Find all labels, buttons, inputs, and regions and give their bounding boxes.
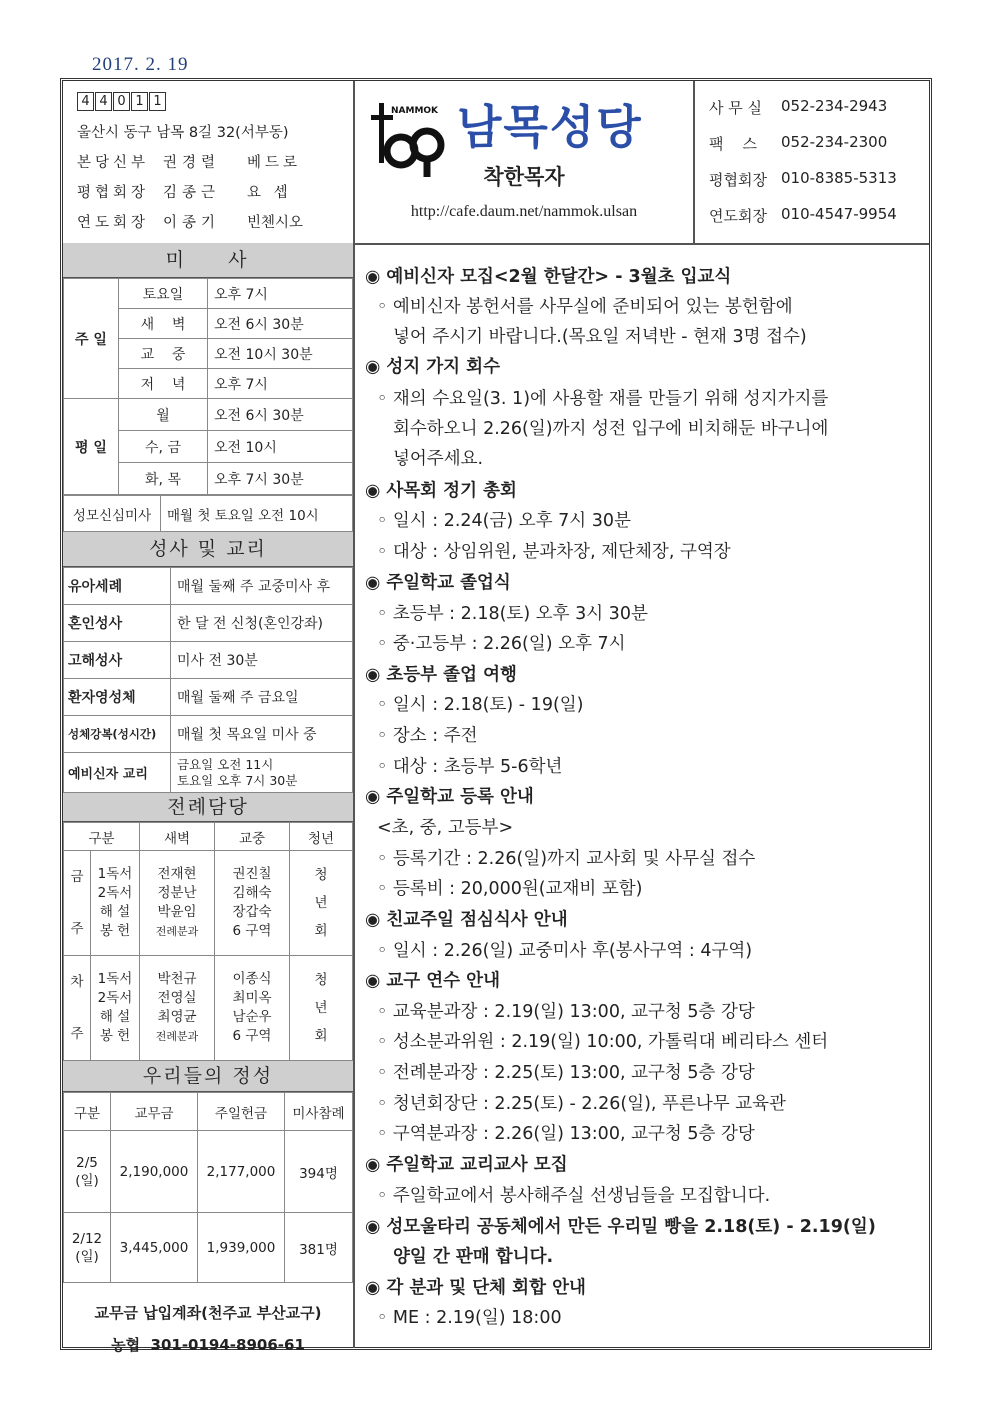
minister: 전례분과 <box>155 925 199 938</box>
offering-tithe: 3,445,000 <box>111 1213 198 1283</box>
church-name: 남목성당 <box>457 100 643 154</box>
news-heading: ◉ 예비신자 모집<2월 한달간> - 3월초 입교식 <box>365 267 732 287</box>
mass-day: 저 녁 <box>119 369 208 399</box>
zip-digit: 1 <box>149 92 166 111</box>
contact-label: 평협회장 <box>709 171 767 189</box>
offering-date: 2/5 <box>76 1154 98 1171</box>
role: 1독서 <box>97 866 133 882</box>
offerings-table <box>63 1092 353 1283</box>
offering-header: 교무금 <box>111 1093 198 1131</box>
role: 해 설 <box>99 904 131 920</box>
zip-code <box>77 92 167 111</box>
minister: 전례분과 <box>155 1030 199 1043</box>
cafe-link[interactable]: http://cafe.daum.net/nammok.ulsan <box>410 203 638 220</box>
offering-attendance: 381명 <box>285 1213 353 1283</box>
staff-role: 연도회장 <box>77 215 150 231</box>
sacrament-name: 성체강복(성시간) <box>64 716 171 753</box>
special-mass-label: 성모신심미사 <box>64 496 161 532</box>
sacrament-desc: 매월 첫 목요일 미사 중 <box>171 716 353 753</box>
minister: 정분난 <box>157 885 197 901</box>
staff-role: 평협회장 <box>77 185 150 201</box>
role: 봉 헌 <box>99 923 131 939</box>
staff-row <box>77 151 301 172</box>
offering-day: (일) <box>75 1172 99 1189</box>
sacrament-desc: 토요일 오후 7시 30분 <box>177 772 298 788</box>
sacrament-desc: 금요일 오전 11시 <box>177 756 274 772</box>
column-divider <box>353 243 355 1348</box>
contact-value: 052-234-2943 <box>781 97 888 115</box>
mass-day: 교 중 <box>119 339 208 369</box>
account-info <box>63 1283 353 1361</box>
news-line: ◦ 재의 수요일(3. 1)에 사용할 재를 만들기 위해 성지가지를 <box>377 389 829 409</box>
mass-day: 새 벽 <box>119 309 208 339</box>
motto: 착한목자 <box>483 165 565 189</box>
mass-day: 수, 금 <box>119 431 208 463</box>
sacrament-desc: 매월 둘째 주 금요일 <box>171 679 353 716</box>
staff-saint: 베드로 <box>247 155 302 171</box>
news-heading: ◉ 주일학교 등록 안내 <box>365 787 534 807</box>
news-heading: ◉ 주일학교 졸업식 <box>365 573 511 593</box>
sacraments-table <box>63 567 353 793</box>
role: 해 설 <box>99 1009 131 1025</box>
news-line: ◦ 초등부 : 2.18(토) 오후 3시 30분 <box>377 604 648 624</box>
week-label: 금 <box>70 869 84 885</box>
liturgy-header: 청년 <box>290 823 353 851</box>
contact-value: 010-8385-5313 <box>781 169 897 187</box>
news-line: 회수하오니 2.26(일)까지 성전 입구에 비치해둔 바구니에 <box>393 419 829 439</box>
bulletin-frame <box>60 78 932 1354</box>
staff-name: 이종기 <box>163 215 221 231</box>
section-title-liturgy: 전례담당 <box>63 793 353 822</box>
youth-label: 회 <box>314 923 328 939</box>
youth-label: 회 <box>314 1028 328 1044</box>
contact-label: 팩 스 <box>709 135 758 153</box>
zip-digit: 1 <box>131 92 148 111</box>
staff-saint: 빈첸시오 <box>247 215 304 231</box>
news-line: ◦ ME : 2.19(일) 18:00 <box>377 1308 562 1328</box>
offering-sunday: 1,939,000 <box>198 1213 285 1283</box>
liturgy-table <box>63 822 353 1061</box>
news-line: ◦ 일시 : 2.18(토) - 19(일) <box>377 695 584 715</box>
sacrament-name: 예비신자 교리 <box>64 753 171 793</box>
news-line: ◦ 성소분과위원 : 2.19(일) 10:00, 가톨릭대 베리타스 센터 <box>377 1032 829 1052</box>
news-line: ◦ 등록기간 : 2.26(일)까지 교사회 및 사무실 접수 <box>377 849 756 869</box>
mass-time: 오후 7시 <box>208 369 353 399</box>
mass-day: 화, 목 <box>119 463 208 495</box>
minister: 권진칠 <box>232 866 272 882</box>
week-label: 주 <box>70 1026 84 1042</box>
staff-row <box>77 211 303 232</box>
contact-value: 010-4547-9954 <box>781 205 897 223</box>
weekday-label: 평 일 <box>64 399 119 495</box>
news-line: ◦ 일시 : 2.26(일) 교중미사 후(봉사구역 : 4구역) <box>377 941 753 961</box>
liturgy-header: 새벽 <box>140 823 215 851</box>
week-label: 차 <box>70 974 84 990</box>
minister: 장갑숙 <box>232 904 272 920</box>
staff-saint: 요 셉 <box>247 185 292 201</box>
minister: 전재현 <box>157 866 197 882</box>
contacts <box>695 81 929 243</box>
header <box>63 81 929 245</box>
church-title <box>355 81 695 243</box>
news-line: 넣어주세요. <box>393 449 484 469</box>
youth-label: 청 <box>314 972 328 988</box>
sacrament-desc: 한 달 전 신청(혼인강좌) <box>171 605 353 642</box>
mass-time: 오후 7시 <box>208 279 353 309</box>
minister: 전영실 <box>157 990 197 1006</box>
minister: 6 구역 <box>232 923 272 939</box>
mass-time: 오전 10시 30분 <box>208 339 353 369</box>
offering-header: 주일헌금 <box>198 1093 285 1131</box>
news-heading: ◉ 교구 연수 안내 <box>365 971 500 991</box>
news-line: ◦ 예비신자 봉헌서를 사무실에 준비되어 있는 봉헌함에 <box>377 297 793 317</box>
minister: 최미옥 <box>232 990 272 1006</box>
week-label: 주 <box>70 921 84 937</box>
news-heading: ◉ 친교주일 점심식사 안내 <box>365 910 568 930</box>
offering-tithe: 2,190,000 <box>111 1131 198 1213</box>
minister: 6 구역 <box>232 1028 272 1044</box>
liturgy-header: 교중 <box>215 823 290 851</box>
offering-date: 2/12 <box>71 1230 103 1247</box>
mass-time: 오전 6시 30분 <box>208 309 353 339</box>
minister: 박천규 <box>157 971 197 987</box>
left-column <box>63 243 353 1361</box>
offering-sunday: 2,177,000 <box>198 1131 285 1213</box>
minister: 이종식 <box>232 971 272 987</box>
bulletin-date: 2017. 2. 19 <box>92 54 189 75</box>
offering-attendance: 394명 <box>285 1131 353 1213</box>
staff-role: 본당신부 <box>77 155 150 171</box>
news-line: ◦ 등록비 : 20,000원(교재비 포함) <box>377 879 643 899</box>
news-line: ◦ 대상 : 초등부 5-6학년 <box>377 757 563 777</box>
news-line: ◦ 대상 : 상임위원, 분과차장, 제단체장, 구역장 <box>377 542 731 562</box>
youth-label: 년 <box>314 1000 328 1016</box>
news-line: ◦ 청년회장단 : 2.25(토) - 2.26(일), 푸른나무 교육관 <box>377 1094 786 1114</box>
minister: 김해숙 <box>232 885 272 901</box>
sacrament-desc: 매월 둘째 주 교중미사 후 <box>171 568 353 605</box>
contact-value: 052-234-2300 <box>781 133 888 151</box>
zip-digit: 4 <box>77 92 94 111</box>
staff-row <box>77 181 292 202</box>
news-line: 넣어 주시기 바랍니다.(목요일 저녁반 - 현재 3명 접수) <box>393 327 807 347</box>
minister: 최영균 <box>157 1009 197 1025</box>
news-line: ◦ 일시 : 2.24(금) 오후 7시 30분 <box>377 511 631 531</box>
mass-day: 월 <box>119 399 208 431</box>
news-heading: ◉ 주일학교 교리교사 모집 <box>365 1155 568 1175</box>
sacrament-desc: 미사 전 30분 <box>171 642 353 679</box>
parish-info <box>63 81 355 243</box>
sacrament-name: 환자영성체 <box>64 679 171 716</box>
offering-header: 미사참례 <box>285 1093 353 1131</box>
role: 2독서 <box>97 885 133 901</box>
contact-row <box>709 133 887 154</box>
section-title-offerings: 우리들의 정성 <box>63 1061 353 1092</box>
contact-row <box>709 169 897 190</box>
contact-label: 사 무 실 <box>709 99 763 117</box>
mass-time: 오전 10시 <box>208 431 353 463</box>
youth-label: 청 <box>314 867 328 883</box>
address: 울산시 동구 남목 8길 32(서부동) <box>77 125 289 141</box>
news-heading: ◉ 초등부 졸업 여행 <box>365 665 517 685</box>
mass-time: 오전 6시 30분 <box>208 399 353 431</box>
offering-header: 구분 <box>64 1093 111 1131</box>
zip-digit: 0 <box>113 92 130 111</box>
section-title-mass: 미 사 <box>63 243 353 278</box>
mass-time: 오후 7시 30분 <box>208 463 353 495</box>
news-heading: ◉ 성지 가지 회수 <box>365 357 500 377</box>
liturgy-header: 구분 <box>64 823 140 851</box>
account-number: 농협 301-0194-8906-61 <box>111 1336 305 1354</box>
news-line: <초, 중, 고등부> <box>377 818 514 838</box>
account-label: 교무금 납입계좌(천주교 부산교구) <box>94 1304 322 1322</box>
sacrament-name: 유아세례 <box>64 568 171 605</box>
contact-row <box>709 205 897 226</box>
news-line: ◦ 구역분과장 : 2.26(일) 13:00, 교구청 5층 강당 <box>377 1124 755 1144</box>
role: 봉 헌 <box>99 1028 131 1044</box>
contact-label: 연도회장 <box>709 207 767 225</box>
news-line: ◦ 장소 : 주전 <box>377 726 478 746</box>
role: 2독서 <box>97 990 133 1006</box>
news-line: 양일 간 판매 합니다. <box>393 1247 554 1267</box>
logo-text: NAMMOK <box>391 106 439 116</box>
special-mass-time: 매월 첫 토요일 오전 10시 <box>161 496 353 532</box>
contact-row <box>709 97 887 118</box>
minister: 박윤임 <box>157 904 197 920</box>
sacrament-name: 혼인성사 <box>64 605 171 642</box>
news-heading: ◉ 각 분과 및 단체 회합 안내 <box>365 1278 586 1298</box>
news-line: ◦ 중·고등부 : 2.26(일) 오후 7시 <box>377 634 626 654</box>
news-heading: ◉ 사목회 정기 총회 <box>365 481 517 501</box>
youth-label: 년 <box>314 895 328 911</box>
news-line: ◦ 교육분과장 : 2.19(일) 13:00, 교구청 5층 강당 <box>377 1002 755 1022</box>
sacrament-name: 고해성사 <box>64 642 171 679</box>
staff-name: 권경렬 <box>163 155 221 171</box>
special-mass-table <box>63 495 353 532</box>
role: 1독서 <box>97 971 133 987</box>
news-line: ◦ 주일학교에서 봉사해주실 선생님들을 모집합니다. <box>377 1186 771 1206</box>
minister: 남순우 <box>232 1009 272 1025</box>
sunday-label: 주 일 <box>64 279 119 399</box>
news-heading: ◉ 성모울타리 공동체에서 만든 우리밀 빵을 2.18(토) - 2.19(일) <box>365 1217 876 1237</box>
mass-table <box>63 278 353 495</box>
zip-digit: 4 <box>95 92 112 111</box>
news-line: ◦ 전례분과장 : 2.25(토) 13:00, 교구청 5층 강당 <box>377 1063 755 1083</box>
staff-name: 김종근 <box>163 185 221 201</box>
mass-day: 토요일 <box>119 279 208 309</box>
offering-day: (일) <box>75 1248 99 1265</box>
section-title-sacraments: 성사 및 교리 <box>63 532 353 567</box>
